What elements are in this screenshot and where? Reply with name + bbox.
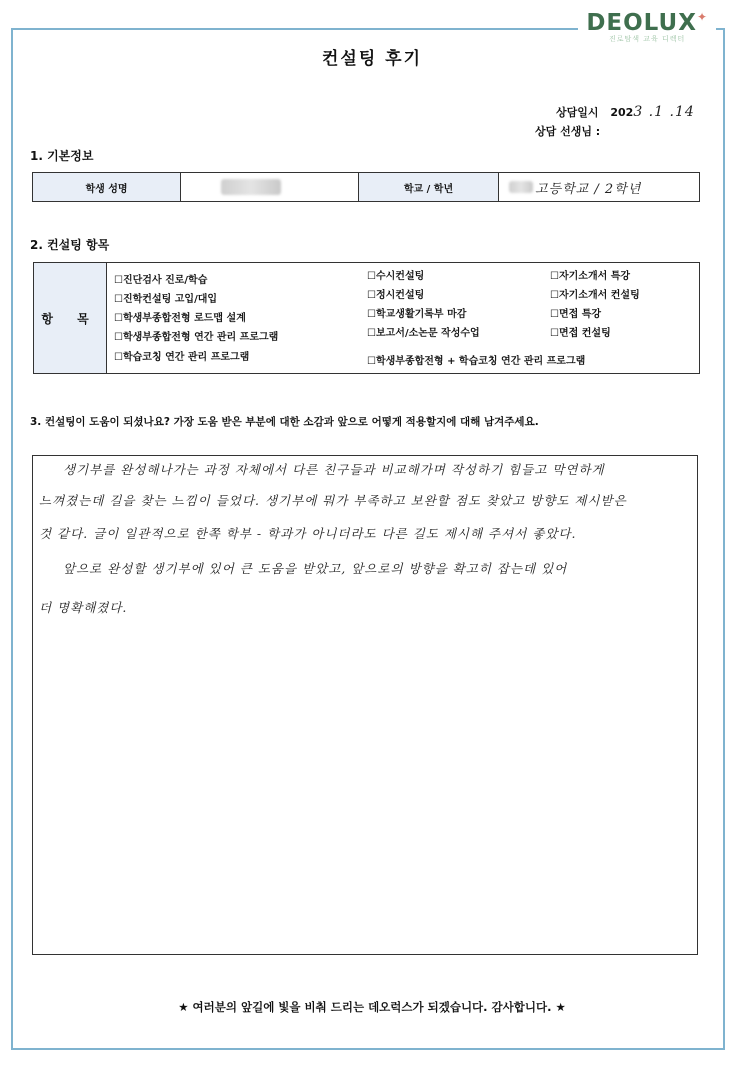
item-checkbox[interactable]: ☐면접 특강 xyxy=(550,309,602,320)
date-label: 상담일시 xyxy=(556,106,599,119)
closing-message: ★ 여러분의 앞길에 빛을 비춰 드리는 데오럭스가 되겠습니다. 감사합니다. ★ xyxy=(178,1000,566,1014)
redacted-school xyxy=(509,181,533,193)
basic-info-table xyxy=(32,172,700,202)
date-printed: 202 xyxy=(610,106,634,119)
section-basic-info-heading: 1. 기본정보 xyxy=(30,149,94,163)
item-checkbox[interactable]: ☐수시컨설팅 xyxy=(367,271,425,282)
logo-star-icon: ✦ xyxy=(696,10,708,24)
feedback-line: 더 명확해졌다. xyxy=(39,600,128,615)
page-title: 컨설팅 후기 xyxy=(321,49,423,69)
item-checkbox[interactable]: ☐자기소개서 컨설팅 xyxy=(550,290,640,301)
counselor-row xyxy=(535,123,600,139)
item-checkbox[interactable]: ☐진단검사 진로/학습 xyxy=(114,275,208,286)
item-checkbox[interactable]: ☐학생부종합전형 로드맵 설계 xyxy=(114,313,246,324)
item-checkbox[interactable]: ☐학생부종합전형 연간 관리 프로그램 xyxy=(114,332,279,343)
date-handwritten: 3 .1 .14 xyxy=(633,104,695,120)
item-checkbox[interactable]: ☐정시컨설팅 xyxy=(367,290,425,301)
item-checkbox[interactable]: ☐보고서/소논문 작성수업 xyxy=(367,328,480,339)
items-body xyxy=(107,263,699,373)
logo-tagline: 진로탐색 교육 디렉터 xyxy=(609,35,686,43)
school-label: 학교 / 학년 xyxy=(359,173,499,201)
date-row xyxy=(556,104,695,120)
consulting-items-table xyxy=(33,262,700,374)
items-label: 항 목 xyxy=(34,263,107,373)
student-name-value xyxy=(181,173,359,201)
logo-wordmark: DEOLUX xyxy=(586,10,697,36)
feedback-line: 느껴졌는데 길을 찾는 느낌이 들었다. 생기부에 뭐가 부족하고 보완할 점도 찾았고 방향도 제시받은 xyxy=(39,493,627,508)
item-checkbox[interactable]: ☐면접 컨설팅 xyxy=(550,328,611,339)
feedback-line: 생기부를 완성해나가는 과정 자체에서 다른 친구들과 비교해가며 작성하기 힘들고 막연하게 xyxy=(63,462,605,477)
item-checkbox[interactable]: ☐학습코칭 연간 관리 프로그램 xyxy=(114,352,250,363)
item-checkbox[interactable]: ☐자기소개서 특강 xyxy=(550,271,631,282)
item-checkbox[interactable]: ☐학생부종합전형 + 학습코칭 연간 관리 프로그램 xyxy=(367,356,586,367)
feedback-line: 것 같다. 글이 일관적으로 한쪽 학부 - 학과가 아니더라도 다른 길도 제시해 주셔서 좋았다. xyxy=(39,526,577,541)
school-grade-handwritten: 고등학교 / 2학년 xyxy=(535,181,642,197)
item-checkbox[interactable]: ☐학교생활기록부 마감 xyxy=(367,309,467,320)
school-value xyxy=(499,173,699,201)
section-feedback-heading: 3. 컨설팅이 도움이 되셨나요? 가장 도움 받은 부분에 대한 소감과 앞으로 어떻게 적용할지에 대해 남겨주세요. xyxy=(30,416,539,428)
feedback-line: 앞으로 완성할 생기부에 있어 큰 도움을 받았고, 앞으로의 방향을 확고히 잡는데 있어 xyxy=(63,561,568,576)
redacted-name xyxy=(221,179,281,195)
section-items-heading: 2. 컨설팅 항목 xyxy=(30,238,110,252)
brand-logo xyxy=(578,10,716,44)
student-name-label: 학생 성명 xyxy=(33,173,181,201)
item-checkbox[interactable]: ☐진학컨설팅 고입/대입 xyxy=(114,294,218,305)
counselor-label: 상담 선생님 : xyxy=(535,125,601,138)
feedback-box xyxy=(32,455,698,955)
